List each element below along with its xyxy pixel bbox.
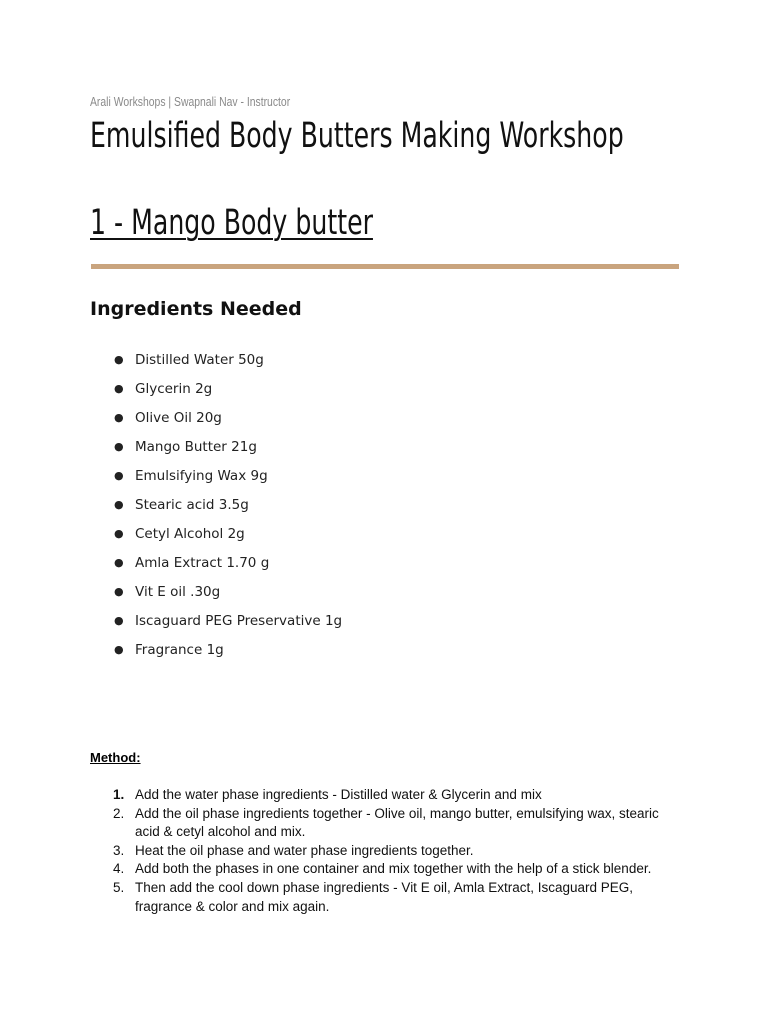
ingredient-text: Amla Extract 1.70 g [135, 555, 270, 571]
bullet-icon: ● [114, 556, 124, 569]
ingredient-text: Olive Oil 20g [135, 410, 222, 426]
ingredient-item [0, 524, 768, 553]
organization-line: Arali Workshops | Swapnali Nav - Instructor [90, 94, 291, 109]
method-step [0, 860, 675, 879]
method-step [0, 786, 675, 805]
step-number: 1. [113, 787, 125, 802]
step-text: Add the oil phase ingredients together - Olive oil, mango butter, emulsifying wax, stearic acid & cetyl alcohol and mix. [135, 805, 659, 840]
step-number: 3. [113, 842, 125, 858]
ingredient-item [0, 379, 768, 408]
bullet-icon: ● [114, 353, 124, 366]
ingredient-text: Vit E oil .30g [135, 584, 221, 600]
step-number: 5. [113, 879, 125, 895]
ingredient-text: Glycerin 2g [135, 381, 213, 397]
bullet-icon: ● [114, 498, 124, 511]
bullet-icon: ● [114, 585, 124, 598]
step-number: 4. [113, 861, 125, 877]
ingredient-text: Emulsifying Wax 9g [135, 468, 268, 484]
ingredient-text: Stearic acid 3.5g [135, 497, 249, 513]
method-steps [0, 786, 768, 916]
step-text: Add the water phase ingredients - Distilled water & Glycerin and mix [135, 787, 542, 802]
ingredient-item [0, 582, 768, 611]
ingredient-item [0, 408, 768, 437]
ingredients-heading: Ingredients Needed [90, 298, 302, 320]
ingredient-text: Iscaguard PEG Preservative 1g [135, 613, 343, 629]
ingredient-item [0, 640, 768, 669]
method-step [0, 805, 675, 842]
ingredient-item [0, 611, 768, 640]
bullet-icon: ● [114, 614, 124, 627]
step-number: 2. [113, 805, 125, 821]
bullet-icon: ● [114, 440, 124, 453]
ingredient-item [0, 553, 768, 582]
step-text: Add both the phases in one container and mix together with the help of a stick blender. [135, 861, 652, 877]
ingredient-list [0, 350, 768, 669]
ingredient-text: Cetyl Alcohol 2g [135, 526, 245, 542]
ingredient-text: Distilled Water 50g [135, 352, 264, 368]
bullet-icon: ● [114, 382, 124, 395]
ingredient-item [0, 495, 768, 524]
bullet-icon: ● [114, 411, 124, 424]
section-title: 1 - Mango Body butter [90, 203, 373, 243]
method-heading: Method: [90, 750, 141, 765]
step-text: Then add the cool down phase ingredients - Vit E oil, Amla Extract, Iscaguard PEG, fragrance & color and mix again. [135, 879, 634, 914]
ingredient-text: Mango Butter 21g [135, 439, 257, 455]
bullet-icon: ● [114, 469, 124, 482]
document-title: Emulsified Body Butters Making Workshop [90, 116, 624, 156]
ingredient-text: Fragrance 1g [135, 642, 224, 658]
ingredient-item [0, 437, 768, 466]
ingredient-item [0, 350, 768, 379]
bullet-icon: ● [114, 643, 124, 656]
step-text: Heat the oil phase and water phase ingredients together. [135, 842, 474, 858]
section-divider [91, 264, 679, 269]
bullet-icon: ● [114, 527, 124, 540]
ingredient-item [0, 466, 768, 495]
method-step [0, 842, 675, 861]
method-step [0, 879, 675, 916]
